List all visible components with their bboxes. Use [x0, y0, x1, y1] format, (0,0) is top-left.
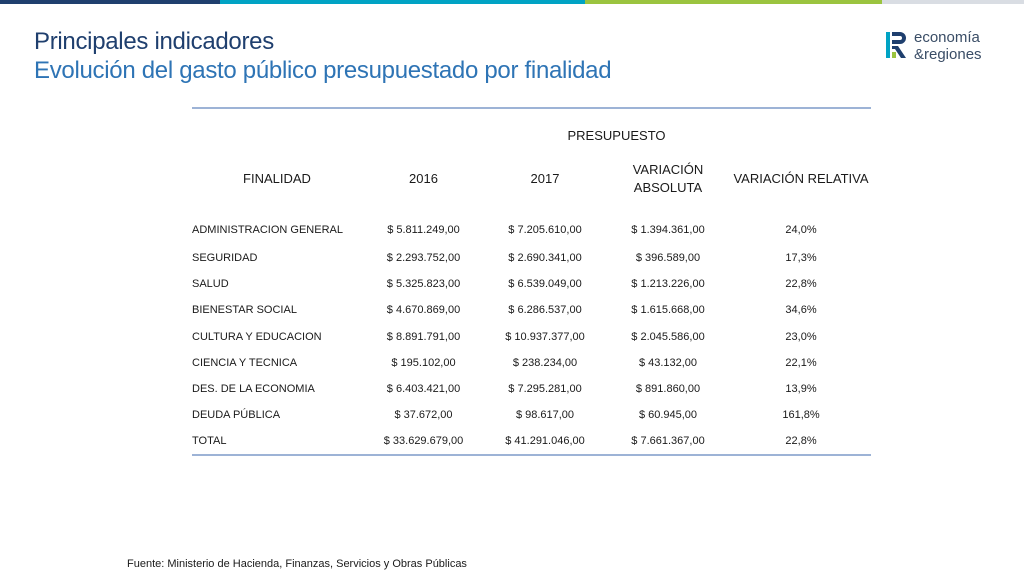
total-label: TOTAL — [192, 428, 362, 455]
cell-2017: $ 2.690.341,00 — [508, 252, 582, 265]
table-row — [192, 402, 871, 428]
cell-2016: $ 2.293.752,00 — [386, 252, 461, 265]
cell-variacion-relativa: 22,1% — [785, 356, 817, 369]
column-header-variacion-absoluta — [605, 159, 731, 199]
cell-finalidad: SEGURIDAD — [192, 252, 258, 265]
cell-variacion-relativa: 161,8% — [782, 409, 820, 422]
brand-mark-icon — [886, 32, 908, 58]
column-header-variacion-relativa: VARIACIÓN RELATIVA — [733, 171, 869, 186]
group-header-presupuesto: PRESUPUESTO — [567, 127, 666, 143]
table-row — [192, 376, 871, 402]
cell-variacion-relativa: 34,6% — [785, 304, 817, 317]
cell-finalidad: CULTURA Y EDUCACION — [192, 330, 322, 343]
table-spacer-row — [192, 199, 871, 215]
budget-table-container — [192, 107, 871, 456]
cell-2017: $ 6.286.537,00 — [508, 304, 582, 317]
total-variacion-relativa: 22,8% — [731, 428, 871, 455]
cell-2017: $ 238.234,00 — [512, 356, 578, 369]
table-row — [192, 271, 871, 297]
cell-2017: $ 6.539.049,00 — [508, 278, 582, 291]
cell-2017: $ 7.295.281,00 — [508, 383, 582, 396]
cell-variacion-absoluta: $ 1.394.361,00 — [631, 224, 705, 236]
budget-table — [192, 109, 871, 456]
table-row — [192, 350, 871, 376]
cell-variacion-relativa: 23,0% — [785, 330, 817, 343]
cell-2016: $ 6.403.421,00 — [386, 383, 461, 396]
cell-variacion-relativa: 13,9% — [785, 383, 817, 396]
table-row — [192, 324, 871, 350]
cell-finalidad: CIENCIA Y TECNICA — [192, 356, 298, 369]
cell-variacion-relativa: 17,3% — [785, 252, 817, 265]
cell-variacion-absoluta: $ 60.945,00 — [638, 409, 698, 422]
cell-2016: $ 4.670.869,00 — [386, 304, 461, 317]
table-body — [192, 215, 871, 455]
cell-variacion-absoluta: $ 891.860,00 — [635, 383, 701, 396]
brand-logo-text — [914, 30, 982, 62]
brand-logo — [886, 30, 1006, 62]
table-group-header-row — [192, 109, 871, 159]
cell-2017: $ 10.937.377,00 — [505, 330, 585, 343]
variacion-absoluta-label: VARIACIÓN ABSOLUTA — [632, 162, 704, 195]
table-row — [192, 215, 871, 245]
cell-finalidad: SALUD — [192, 278, 229, 291]
cell-2016: $ 5.811.249,00 — [387, 224, 460, 236]
top-bar-segment-grey — [882, 0, 1024, 4]
cell-variacion-absoluta: $ 43.132,00 — [638, 356, 698, 369]
cell-variacion-absoluta: $ 396.589,00 — [635, 252, 701, 265]
top-bar-segment-blue — [0, 0, 220, 4]
top-bar-segment-teal — [220, 0, 585, 4]
title-block — [34, 28, 611, 86]
page-title: Principales indicadores — [34, 28, 274, 55]
cell-2017: $ 98.617,00 — [515, 409, 575, 422]
cell-finalidad: DES. DE LA ECONOMIA — [192, 383, 315, 396]
cell-variacion-relativa: 24,0% — [785, 224, 817, 236]
cell-finalidad: BIENESTAR SOCIAL — [192, 304, 297, 317]
brand-name-line2: &regiones — [914, 46, 982, 63]
total-variacion-absoluta: $ 7.661.367,00 — [605, 428, 731, 455]
table-total-row — [192, 428, 871, 455]
cell-variacion-relativa: 22,8% — [785, 278, 817, 291]
cell-finalidad: ADMINISTRACION GENERAL — [192, 224, 343, 236]
cell-2016: $ 5.325.823,00 — [386, 278, 461, 291]
page-subtitle: Evolución del gasto público presupuestado por finalidad — [34, 57, 612, 84]
cell-2017: $ 7.205.610,00 — [508, 224, 582, 236]
cell-variacion-absoluta: $ 1.213.226,00 — [631, 278, 705, 291]
cell-2016: $ 195.102,00 — [391, 356, 456, 369]
table-header-row — [192, 159, 871, 199]
cell-finalidad: DEUDA PÚBLICA — [192, 409, 281, 422]
total-2016: $ 33.629.679,00 — [362, 428, 485, 455]
top-color-bar — [0, 0, 1024, 4]
column-header-2017: 2017 — [530, 171, 560, 186]
cell-variacion-absoluta: $ 2.045.586,00 — [631, 330, 705, 343]
brand-name-line1: economía — [914, 29, 980, 46]
cell-variacion-absoluta: $ 1.615.668,00 — [631, 304, 705, 317]
table-row — [192, 245, 871, 271]
total-2017: $ 41.291.046,00 — [485, 428, 605, 455]
top-bar-segment-green — [585, 0, 882, 4]
column-header-2016: 2016 — [409, 171, 438, 186]
cell-2016: $ 8.891.791,00 — [386, 330, 461, 343]
column-header-finalidad: FINALIDAD — [243, 171, 311, 186]
table-row — [192, 297, 871, 323]
source-note: Fuente: Ministerio de Hacienda, Finanzas, Servicios y Obras Públicas — [127, 558, 467, 570]
cell-2016: $ 37.672,00 — [394, 409, 453, 422]
